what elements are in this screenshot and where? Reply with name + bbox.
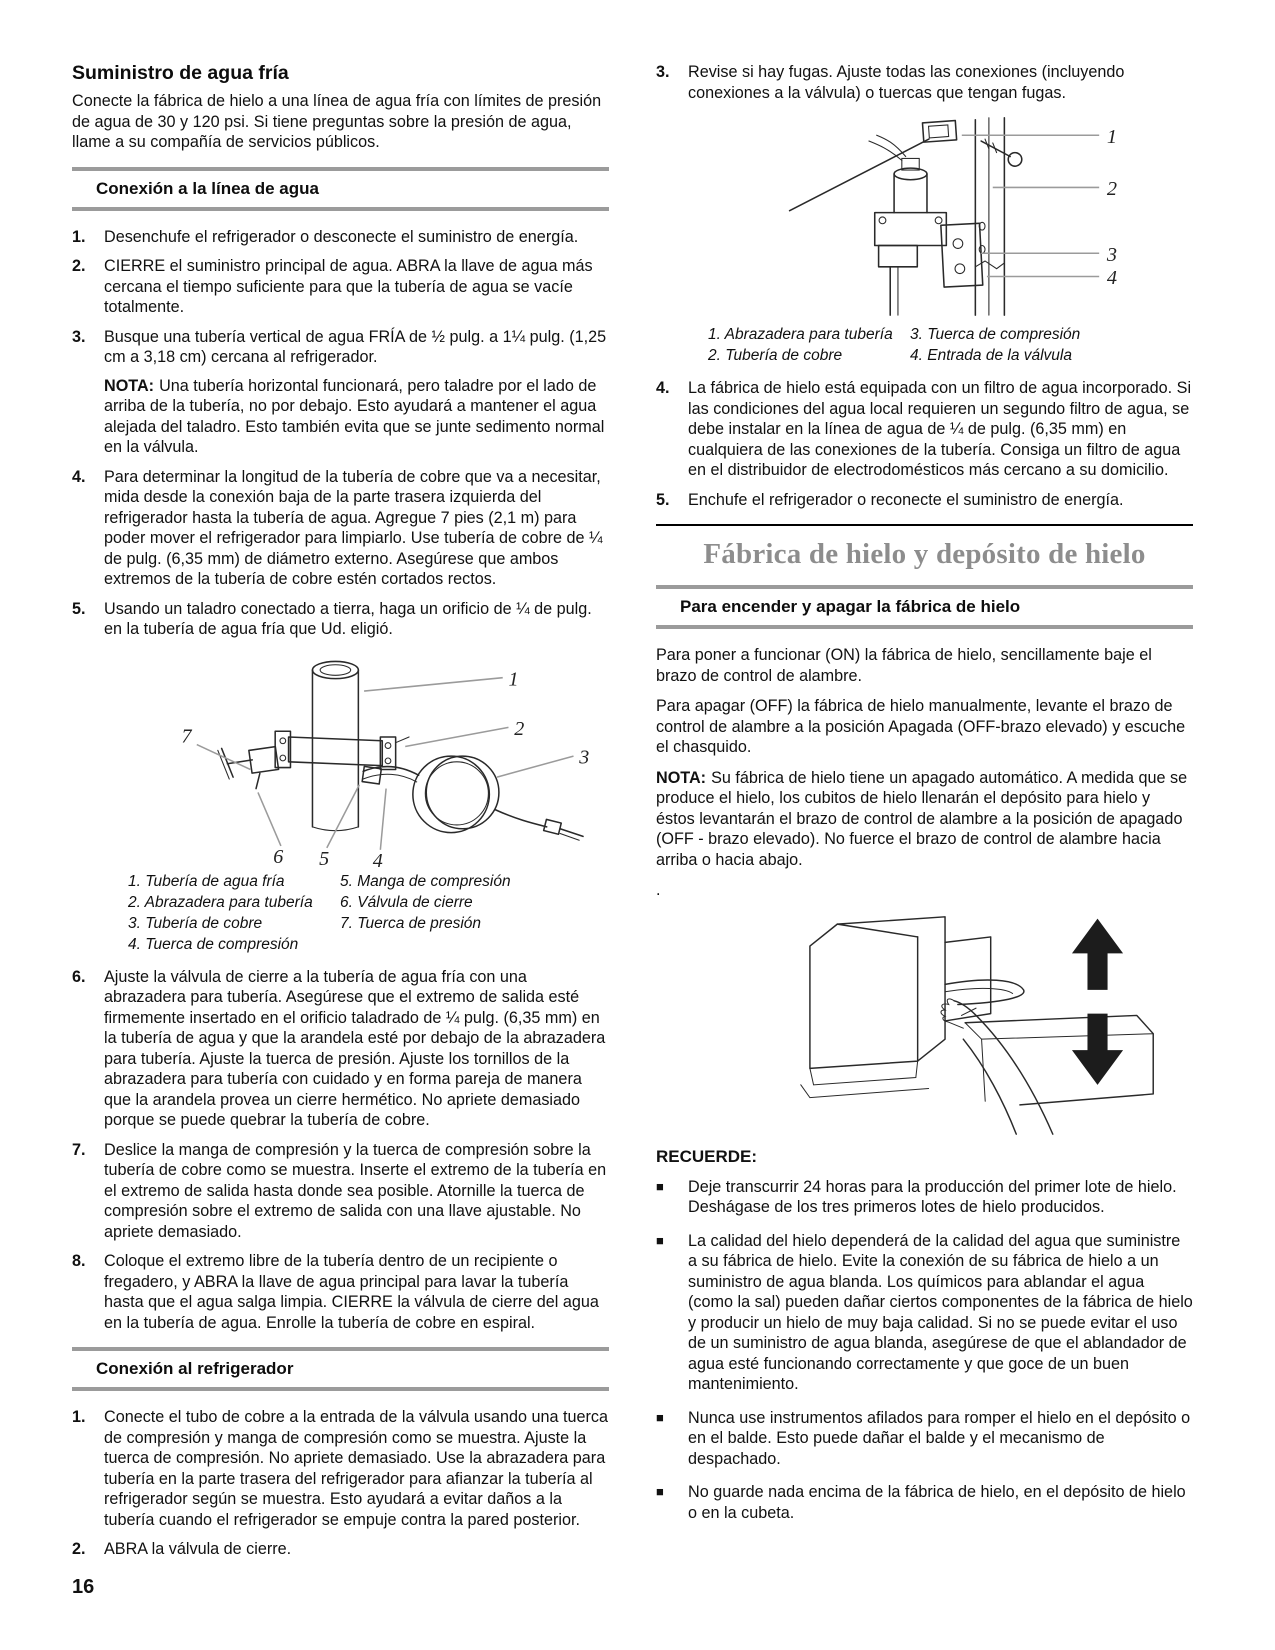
ice-maker-illustration xyxy=(746,905,1166,1135)
subsection-on-off: Para encender y apagar la fábrica de hielo xyxy=(656,585,1193,629)
caption-line: 4. Entrada de la válvula xyxy=(910,347,1072,364)
caption-line: 1. Tubería de agua fría xyxy=(128,872,285,890)
water-line-steps-cont xyxy=(72,967,609,1334)
stray-period: . xyxy=(656,881,661,899)
figure-ice-maker-diagram xyxy=(746,905,1193,1135)
bullet-text: La calidad del hielo dependerá de la calidad del agua que suministre a su fábrica de hielo. Evite la conexión de su fábrica de hielo a un suministro de agua blanda. Los químicos para ablandar el agua (como la sal) pueden dañar ciertos componentes de la fábrica de hielo y producir un hielo de muy baja calidad. Si no se puede evitar el uso de un suministro de agua blanda, asegúrese de que el ablandador de agua esté funcionando correctamente y que goce de un buen mantenimiento. xyxy=(688,1231,1193,1393)
valve-illustration xyxy=(776,112,1136,320)
list-item xyxy=(72,599,609,640)
fridge-connection-steps xyxy=(72,1407,609,1560)
figure2-captions-right xyxy=(910,324,1112,366)
step-text: Conecte el tubo de cobre a la entrada de la válvula usando una tuerca de compresión y manga de compresión como se muestra. Ajuste la tuerca de compresión. No apriete demasiado. Use la abrazadera para tubería en la parte trasera del refrigerador para afianzar la tubería al refrigerador según se muestra. Esto ayudará a evitar daños a la tubería cuando el refrigerador se empuje contra la pared posterior. xyxy=(104,1408,608,1529)
step-text: CIERRE el suministro principal de agua. ABRA la llave de agua más cercana el tiempo suficiente para que la tubería de agua se vacíe totalmente. xyxy=(104,257,593,316)
figure1-captions-left xyxy=(128,871,340,955)
list-item xyxy=(656,378,1193,481)
list-item xyxy=(656,1231,1193,1395)
bullet-text: Deje transcurrir 24 horas para la producción del primer lote de hielo. Deshágase de los tres primeros lotes de hielo producidos. xyxy=(688,1177,1177,1216)
section-title-ice-maker: Fábrica de hielo y depósito de hielo xyxy=(703,538,1146,570)
caption-line: 2. Tubería de cobre xyxy=(708,347,843,364)
list-item xyxy=(656,62,1193,103)
figure-label: 4 xyxy=(1106,267,1118,290)
figure-label: 5 xyxy=(319,847,330,867)
note-paragraph xyxy=(104,376,609,458)
step-text: Desenchufe el refrigerador o desconecte el suministro de energía. xyxy=(104,227,579,246)
step-number: 1. xyxy=(72,1408,86,1426)
note-paragraph xyxy=(656,768,1193,871)
subsection-fridge-connection: Conexión al refrigerador xyxy=(72,1347,609,1391)
step-number: 4. xyxy=(72,467,86,486)
note-label: NOTA: xyxy=(104,376,155,395)
list-item xyxy=(656,1177,1193,1218)
step-number: 1. xyxy=(72,227,86,246)
figure-label: 4 xyxy=(372,849,383,867)
filter-steps xyxy=(656,378,1193,510)
list-item xyxy=(72,467,609,590)
step-number: 5. xyxy=(656,490,670,509)
section-divider-rule xyxy=(656,524,1193,526)
bullet-marker: ■ xyxy=(656,1232,664,1248)
caption-line: 6. Válvula de cierre xyxy=(340,893,473,911)
remember-bullets xyxy=(656,1177,1193,1524)
step-number: 4. xyxy=(656,379,670,397)
leak-check-step xyxy=(656,62,1193,103)
list-item xyxy=(72,227,609,248)
left-column xyxy=(72,62,609,1569)
step-text: Revise si hay fugas. Ajuste todas las conexiones (incluyendo conexiones a la válvula) o tuercas que tengan fugas. xyxy=(688,63,1125,102)
figure-label: 1 xyxy=(508,667,519,690)
list-item xyxy=(656,1408,1193,1470)
off-paragraph: Para apagar (OFF) la fábrica de hielo manualmente, levante el brazo de control de alambre a la posición Apagada (OFF-brazo elevado) y escuche el chasquido. xyxy=(656,697,1186,756)
step-body xyxy=(104,327,609,458)
figure1-captions-right xyxy=(340,871,552,955)
section-heading-cold-water: Suministro de agua fría xyxy=(72,62,289,84)
caption-line: 1. Abrazadera para tubería xyxy=(708,326,893,343)
step-text: Ajuste la válvula de cierre a la tubería de agua fría con una abrazadera para tubería. Asegúrese que el extremo de salida esté firmemente insertado en el orificio taladrado de ¼ pulg. (6,35 mm) en la tubería de agua y que la arandela esté por debajo de la abrazadera para tubería. Ajuste la tuerca de presión. Ajuste los tornillos de la abrazadera para tubería con cuidado y en forma pareja de manera que la arandela provea un cierre hermético. No apriete demasiado porque se puede quebrar la tubería de cobre. xyxy=(104,967,606,1129)
list-item xyxy=(72,327,609,458)
step-text: Deslice la manga de compresión y la tuerca de compresión sobre la tubería de cobre como se muestra. Inserte el extremo de la tubería en el extremo de salida hasta donde sea posible. Atornille la tuerca de compresión sobre el extremo de salida con una llave ajustable. No apriete demasiado. xyxy=(104,1140,607,1241)
bullet-text: No guarde nada encima de la fábrica de hielo, en el depósito de hielo o en la cubeta. xyxy=(688,1483,1186,1522)
subsection-water-line: Conexión a la línea de agua xyxy=(72,167,609,211)
step-number: 2. xyxy=(72,1540,86,1558)
page-number: 16 xyxy=(72,1576,95,1598)
figure-label: 3 xyxy=(579,746,590,769)
step-text: ABRA la válvula de cierre. xyxy=(104,1540,292,1558)
step-text: Coloque el extremo libre de la tubería dentro de un recipiente o fregadero, y ABRA la llave de agua principal para lavar la tubería hasta que el agua salga limpia. CIERRE la válvula de cierre del agua en la tubería de agua. Enrolle la tubería de cobre en espiral. xyxy=(104,1252,599,1332)
bullet-marker: ■ xyxy=(656,1484,664,1499)
caption-line: 7. Tuerca de presión xyxy=(340,914,482,932)
figure-valve-diagram xyxy=(776,112,1193,320)
intro-paragraph: Conecte la fábrica de hielo a una línea de agua fría con límites de presión de agua de 30 y 120 psi. Si tiene preguntas sobre la presión de agua, llame a su compañía de servicios públicos. xyxy=(72,92,602,151)
step-text: La fábrica de hielo está equipada con un filtro de agua incorporado. Si las condiciones del agua local requieren un segundo filtro de agua, se debe instalar en la línea de agua de ¼ de pulg. (6,35 mm) en cualquiera de las conexiones de la tubería. Consiga un filtro de agua en el distribuidor de electrodomésticos más cercano a su domicilio. xyxy=(688,379,1192,479)
figure-label: 7 xyxy=(181,725,192,748)
right-column xyxy=(656,62,1193,1536)
list-item xyxy=(72,1539,609,1560)
water-pipe-illustration xyxy=(168,649,608,867)
figure-label: 2 xyxy=(1106,178,1118,201)
on-paragraph: Para poner a funcionar (ON) la fábrica de hielo, sencillamente baje el brazo de control de alambre. xyxy=(656,646,1152,685)
figure-label: 1 xyxy=(1106,125,1118,148)
step-text: Usando un taladro conectado a tierra, haga un orificio de ¼ de pulg. en la tubería de agua fría que Ud. eligió. xyxy=(104,599,592,638)
caption-line: 3. Tubería de cobre xyxy=(128,914,263,932)
list-item xyxy=(72,1251,609,1333)
step-text: Busque una tubería vertical de agua FRÍA de ½ pulg. a 1¼ pulg. (1,25 cm a 3,18 cm) cercana al refrigerador. xyxy=(104,327,607,366)
water-line-steps xyxy=(72,227,609,640)
note-text: Una tubería horizontal funcionará, pero taladre por el lado de arriba de la tubería, no por debajo. Esto ayudará a mantener el agua alejada del taladro. Esto también evita que se junte sedimento normal en la válvula. xyxy=(104,376,605,456)
bullet-text: Nunca use instrumentos afilados para romper el hielo en el depósito o en el balde. Esto puede dañar el balde y el mecanismo de despachado. xyxy=(688,1408,1191,1468)
list-item xyxy=(72,1407,609,1530)
caption-line: 2. Abrazadera para tubería xyxy=(128,893,313,911)
bullet-marker: ■ xyxy=(656,1178,664,1194)
figure-water-pipe-diagram xyxy=(168,649,609,867)
note-label: NOTA: xyxy=(656,768,707,787)
bullet-marker: ■ xyxy=(656,1409,664,1425)
step-number: 2. xyxy=(72,257,86,275)
figure-label: 2 xyxy=(514,717,525,740)
figure2-captions xyxy=(708,324,1193,366)
caption-line: 4. Tuerca de compresión xyxy=(128,935,299,953)
list-item xyxy=(72,256,609,318)
list-item xyxy=(72,1140,609,1243)
figure1-captions xyxy=(128,871,609,955)
step-text: Para determinar la longitud de la tubería de cobre que va a necesitar, mida desde la conexión baja de la parte trasera izquierda del refrigerador hasta la tubería de agua. Agregue 7 pies (2,1 m) para poder mover el refrigerador para limpiarlo. Use tubería de cobre de ¼ de pulg. (6,35 mm) de diámetro externo. Asegúrese que ambos extremos de la tubería de cobre estén cortados rectos. xyxy=(104,467,603,588)
step-text: Enchufe el refrigerador o reconecte el suministro de energía. xyxy=(688,490,1124,509)
caption-line: 3. Tuerca de compresión xyxy=(910,326,1081,343)
remember-heading: RECUERDE: xyxy=(656,1146,758,1166)
list-item xyxy=(72,967,609,1131)
step-number: 3. xyxy=(72,327,86,346)
step-number: 7. xyxy=(72,1140,86,1159)
list-item xyxy=(656,1482,1193,1523)
figure-label: 3 xyxy=(1106,243,1118,266)
step-number: 6. xyxy=(72,967,86,986)
figure2-captions-left xyxy=(708,324,910,366)
step-number: 5. xyxy=(72,599,86,618)
list-item xyxy=(656,490,1193,511)
step-number: 3. xyxy=(656,63,670,81)
step-number: 8. xyxy=(72,1252,86,1270)
caption-line: 5. Manga de compresión xyxy=(340,872,511,890)
figure-label: 6 xyxy=(273,845,284,867)
note-text: Su fábrica de hielo tiene un apagado automático. A medida que se produce el hielo, los cubitos de hielo llenarán el depósito para hielo y éstos levantarán el brazo de control de alambre a la posición de apagado (OFF - brazo elevado). No fuerce el brazo de control de alambre hacia arriba o hacia abajo. xyxy=(656,768,1188,869)
